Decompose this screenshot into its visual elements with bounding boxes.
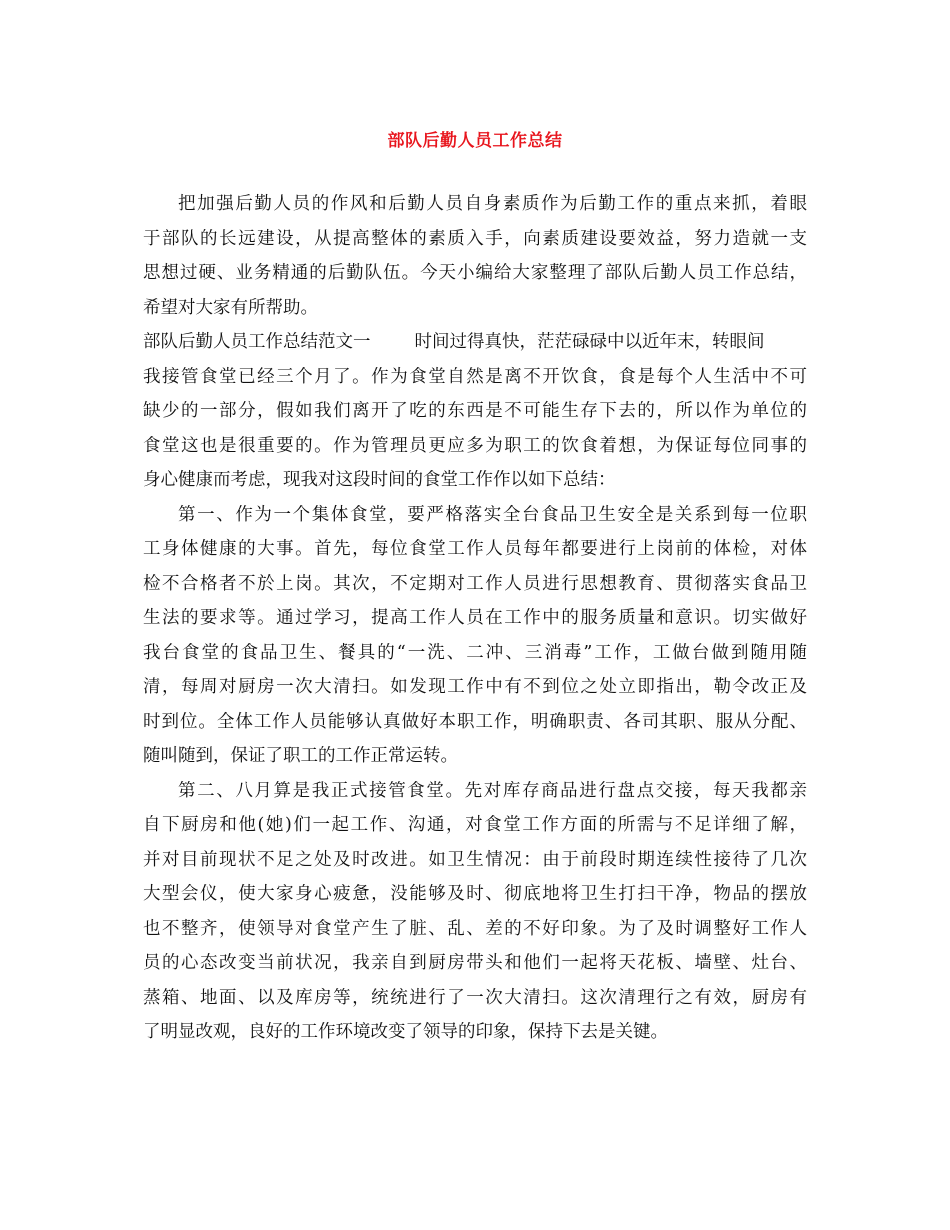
text-line: 了明显改观，良好的工作环境改变了领导的印象，保持下去是关键。	[143, 1022, 668, 1042]
document-body	[143, 187, 807, 1050]
text-line: 也不整齐，使领导对食堂产生了脏、乱、差的不好印象。为了及时调整好工作人	[143, 918, 807, 939]
paragraph-sample-one	[143, 325, 807, 498]
text-line: 检不合格者不於上岗。其次，不定期对工作人员进行思想教育、贯彻落实食品卫	[143, 573, 807, 594]
text-line: 缺少的一部分，假如我们离开了吃的东西是不可能生存下去的，所以作为单位的	[143, 401, 807, 421]
paragraph-point-two	[143, 774, 807, 1050]
text-line: 身心健康而考虑，现我对这段时间的食堂工作作以如下总结：	[143, 470, 616, 490]
text-line: 随叫随到，保证了职工的工作正常运转。	[143, 746, 458, 766]
text-line: 蒸箱、地面、以及库房等，统统进行了一次大清扫。这次清理行之有效，厨房有	[143, 987, 807, 1008]
text-line: 思想过硬、业务精通的后勤队伍。今天小编给大家整理了部队后勤人员工作总结，	[143, 263, 807, 283]
text-line: 希望对大家有所帮助。	[143, 297, 318, 318]
text-line: 清，每周对厨房一次大清扫。如发现工作中有不到位之处立即指出，勒令改正及	[143, 677, 807, 697]
text-line: 生法的要求等。通过学习，提高工作人员在工作中的服务质量和意识。切实做好	[143, 608, 807, 628]
text-line: 第二、八月算是我正式接管食堂。先对库存商品进行盘点交接，每天我都亲	[178, 780, 807, 801]
text-line: 工身体健康的大事。首先，每位食堂工作人员每年都要进行上岗前的体检，对体	[143, 539, 807, 559]
text-line: 第一、作为一个集体食堂，要严格落实全台食品卫生安全是关系到每一位职	[178, 504, 807, 525]
text-line-with-heading	[143, 325, 807, 360]
text-line: 于部队的长远建设，从提高整体的素质入手，向素质建设要效益，努力造就一支	[143, 228, 807, 249]
text-line: 大型会仪，使大家身心疲惫，没能够及时、彻底地将卫生打扫干净，物品的摆放	[143, 884, 807, 904]
text-line: 自下厨房和他(她)们一起工作、沟通，对食堂工作方面的所需与不足详细了解，	[143, 815, 807, 835]
text-segment: 时间过得真快，茫茫碌碌中以近年末，转眼间	[414, 332, 765, 352]
paragraph-point-one	[143, 498, 807, 774]
document-title: 部队后勤人员工作总结	[387, 131, 563, 151]
text-line: 时到位。全体工作人员能够认真做好本职工作，明确职责、各司其职、服从分配、	[143, 711, 807, 732]
text-line: 我台食堂的食品卫生、餐具的“一洗、二冲、三消毒”工作，工做台做到随用随	[143, 642, 807, 663]
text-line: 食堂这也是很重要的。作为管理员更应多为职工的饮食着想，为保证每位同事的	[143, 435, 807, 456]
text-line: 我接管食堂已经三个月了。作为食堂自然是离不开饮食，食是每个人生活中不可	[143, 366, 807, 387]
paragraph-intro	[143, 187, 807, 325]
text-line: 员的心态改变当前状况，我亲自到厨房带头和他们一起将天花板、墙壁、灶台、	[143, 953, 807, 973]
section-heading: 部队后勤人员工作总结范文一	[143, 332, 371, 352]
text-line: 把加强后勤人员的作风和后勤人员自身素质作为后勤工作的重点来抓，着眼	[178, 194, 807, 214]
text-line: 并对目前现状不足之处及时改进。如卫生情况：由于前段时期连续性接待了几次	[143, 849, 807, 870]
